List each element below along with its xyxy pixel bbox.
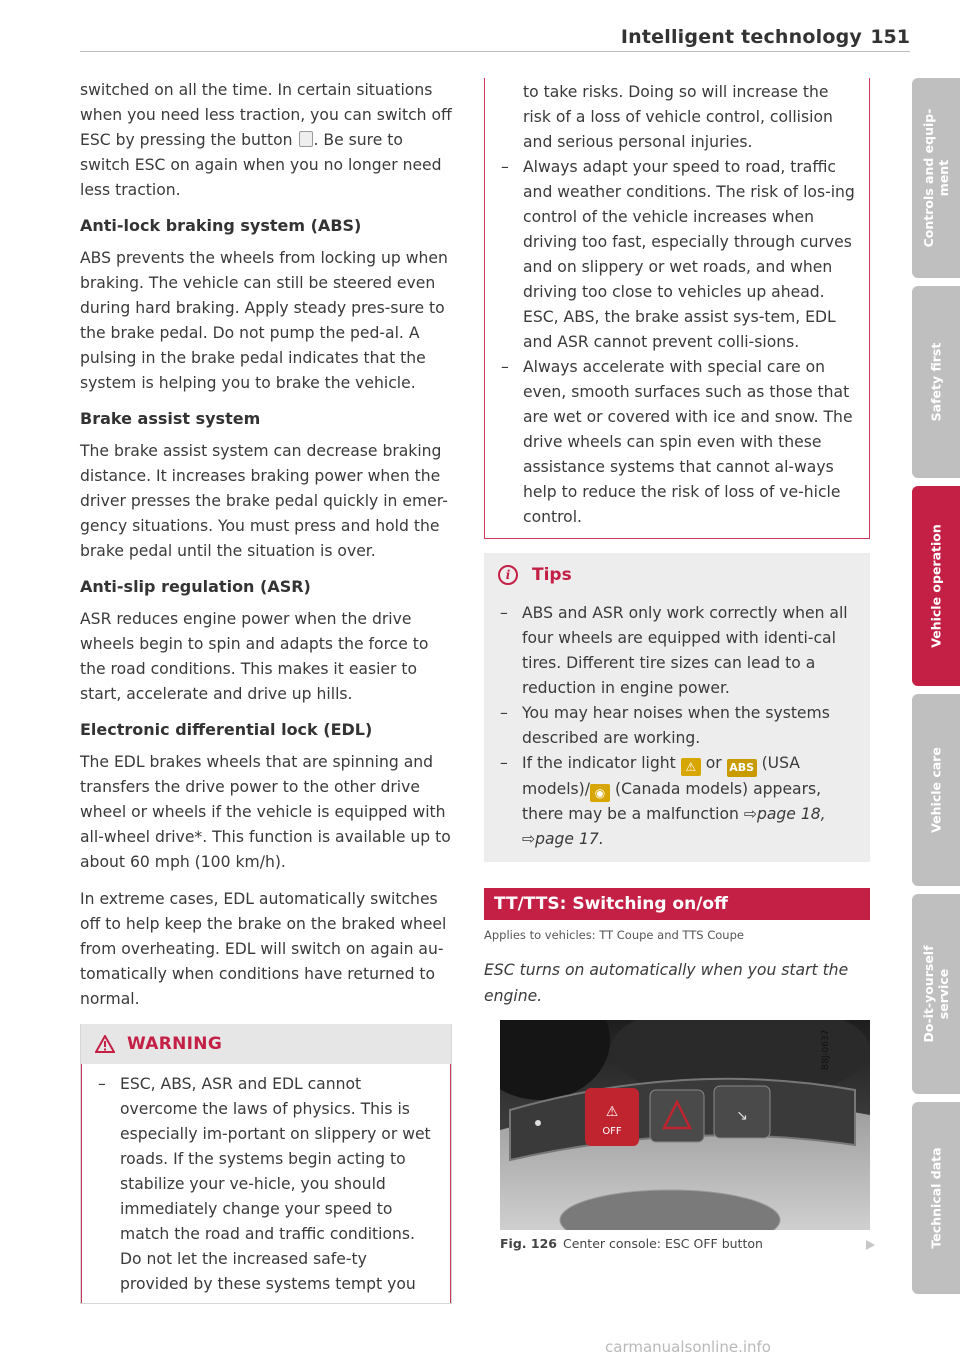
tips-header [484,553,870,597]
figure-caption: Fig. 126 Center console: ESC OFF button [500,1236,763,1251]
page-header [80,22,910,52]
warning-box [80,1024,452,1304]
watermark: carmanualsonline.info [605,1338,771,1356]
tab-technical-data[interactable]: Technical data [912,1102,960,1294]
tab-controls-and-equipment[interactable]: Controls and equip- ment [912,78,960,278]
warning-header [81,1024,451,1064]
svg-text:↘: ↘ [736,1108,748,1124]
header-title: Intelligent technology [620,26,862,48]
tab-safety-first[interactable]: Safety first [912,286,960,478]
left-column [80,78,452,1304]
abs-heading: Anti-lock braking system (ABS) [80,216,362,235]
right-column [484,78,870,1021]
continue-arrow-icon [866,1240,875,1250]
figure-code: B8J-0637 [821,1029,831,1070]
warning-item-1-cont: to take risks. Doing so will increase the risk of a loss of vehicle control, collision and serious personal injuries. [523,83,833,151]
edl-text: The EDL brakes wheels that are spinning and transfers the drive power to the other drive wheel or wheels if the vehicle is equipped with all-wheel drive*. This function is available up to about 60 mph (100 km/h). [80,753,451,871]
info-icon: i [498,565,518,585]
applies-to: Applies to vehicles: TT Coupe and TTS Coupe [484,928,744,942]
svg-text:⚠: ⚠ [605,1104,619,1120]
off-label: OFF [602,1126,622,1137]
esc-indicator-icon: ⚠ [681,758,701,776]
warning-item-2: – Always adapt your speed to road, traffic and weather conditions. The risk of los-ing control of the vehicle increases when driving too fast, especially through curves and on slippery or wet roads, and when driving too close to vehicles up ahead. ESC, ABS, the brake assist sys-tem, EDL and ASR cannot prevent colli-sions. [499,155,855,355]
tab-vehicle-care[interactable]: Vehicle care [912,694,960,886]
edl-text-2: In extreme cases, EDL automatically switches off to help keep the brake on the braked wheel from overheating. EDL will switch on again au-tomatically when conditions have returned to normal. [80,890,447,1008]
intro-paragraph: switched on all the time. In certain situations when you need less traction, you can switch off ESC by pressing the button . Be sure to switch ESC on again when you no longer need less traction. [80,81,452,199]
tips-box [484,553,870,862]
asr-text: ASR reduces engine power when the drive wheels begin to spin and adapts the force to the road conditions. This makes it easier to start, accelerate and drive up hills. [80,610,429,703]
page-ref-17[interactable]: ⇨page 17. [522,830,604,848]
tips-item-1: – ABS and ASR only work correctly when all four wheels are equipped with identi-cal tires. Different tire sizes can lead to a reduction in engine power. [498,601,856,701]
warning-item-3: – Always accelerate with special care on even, smooth surfaces such as those that are wet or covered with ice and snow. The drive wheels can spin even with these assistance systems that cannot al-ways help to reduce the risk of loss of ve-hicle control. [499,355,855,530]
section-title: TT/TTS: Switching on/off [484,888,870,920]
tab-do-it-yourself-service[interactable]: Do-it-yourself service [912,894,960,1094]
warning-item-1: – ESC, ABS, ASR and EDL cannot overcome the laws of physics. This is especially im-portant on slippery or wet roads. If the systems begin acting to stabilize your ve-hicle, you should immediately change your speed to match the road and traffic conditions. Do not let the increased safe-ty provided by these systems tempt you [96,1072,436,1297]
figure-console [500,1020,870,1230]
console-illustration [500,1020,870,1230]
bas-heading: Brake assist system [80,409,261,428]
tab-vehicle-operation[interactable]: Vehicle operation [912,486,960,686]
abs-indicator-icon: ABS [727,759,757,777]
asr-heading: Anti-slip regulation (ASR) [80,577,311,596]
bas-text: The brake assist system can decrease braking distance. It increases braking power when the driver presses the brake pedal quickly in emer-gency situations. You must press and hold the brake pedal until the situation is over. [80,442,448,560]
tips-title: Tips [532,564,572,585]
section-intro: ESC turns on automatically when you start the engine. [484,961,849,1005]
abs-canada-indicator-icon: ◉ [590,784,610,802]
esc-button-icon [299,131,313,147]
warning-triangle-icon [95,1035,115,1053]
warning-title: WARNING [127,1033,223,1054]
page-ref-18[interactable]: ⇨page 18, [743,805,826,823]
edl-heading: Electronic differential lock (EDL) [80,720,373,739]
page-number: 151 [870,26,910,48]
abs-text: ABS prevents the wheels from locking up when braking. The vehicle can still be steered even during hard braking. Apply steady pres-sure to the brake pedal. Do not pump the ped-al. A pulsing in the brake pedal indicates that the system is helping you to brake the vehicle. [80,249,448,392]
tips-item-3: – If the indicator light ⚠ or ABS (USA models)/ ◉ (Canada models) appears, there may be a malfunction ⇨page 18, ⇨page 17. [498,751,856,852]
tips-item-2: – You may hear noises when the systems described are working. [498,701,856,751]
warning-continued [484,78,870,539]
